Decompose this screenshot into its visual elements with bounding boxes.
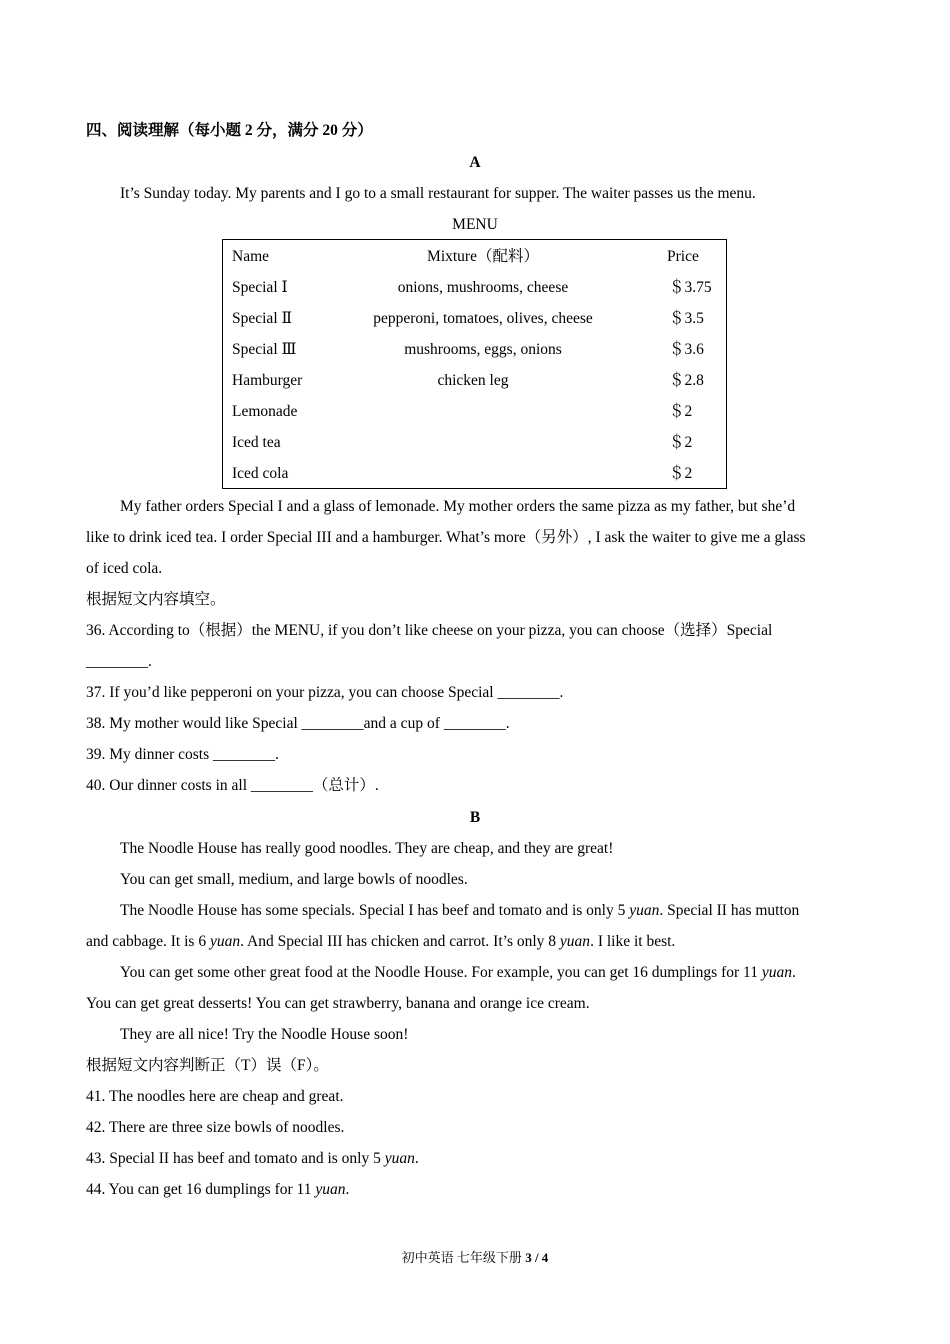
question-43 — [86, 1149, 419, 1169]
menu-row — [223, 433, 726, 453]
passage-a-heading: A — [469, 154, 481, 171]
text-run: and cabbage. It is 6 — [86, 933, 210, 950]
passage-b-paragraph: They are all nice! Try the Noodle House soon! — [120, 1026, 409, 1043]
section-title: 四、阅读理解（每小题 2 分，满分 20 分） — [86, 122, 373, 139]
menu-header-price: Price — [667, 248, 699, 265]
footer-text: 初中英语 七年级下册 — [401, 1250, 526, 1265]
text-run: You can get some other great food at the Noodle House. For example, you can get 16 dumplings for 11 — [120, 964, 762, 981]
page-footer — [0, 1247, 950, 1266]
menu-row — [223, 278, 726, 298]
menu-item-mixture: pepperoni, tomatoes, olives, cheese — [373, 310, 593, 327]
question-38: 38. My mother would like Special ________and a cup of ________. — [86, 715, 510, 732]
passage-b-paragraph: You can get small, medium, and large bowls of noodles. — [120, 871, 468, 888]
menu-item-name: Iced cola — [232, 465, 289, 482]
passage-b-heading: B — [469, 809, 481, 826]
passage-b-paragraph-line: You can get great desserts! You can get strawberry, banana and orange ice cream. — [86, 995, 590, 1012]
italic-word: yuan — [209, 933, 241, 950]
text-run: . Special II has mutton — [659, 902, 800, 919]
question-36: 36. According to（根据）the MENU, if you don’t like cheese on your pizza, you can choose（选择）Special — [86, 622, 773, 639]
italic-word: yuan — [761, 964, 792, 981]
menu-item-price: ＄3.5 — [669, 310, 704, 327]
passage-a-paragraph-line: My father orders Special I and a glass of lemonade. My mother orders the same pizza as my father, but she’d — [120, 498, 796, 515]
text-run: . — [345, 1181, 350, 1198]
text-run: . I like it best. — [590, 933, 676, 950]
menu-item-name: Special Ⅲ — [232, 341, 297, 358]
question-36-blank: ________. — [86, 653, 152, 670]
menu-item-price: ＄2 — [669, 434, 693, 451]
passage-b-paragraph-line — [86, 932, 675, 952]
menu-item-price: ＄2.8 — [669, 372, 704, 389]
menu-item-mixture: chicken leg — [437, 372, 509, 389]
passage-b-paragraph-line — [120, 963, 796, 983]
passage-a-paragraph-line: of iced cola. — [86, 560, 163, 577]
menu-row — [223, 371, 726, 391]
menu-item-name: Lemonade — [232, 403, 298, 420]
passage-b-instruction: 根据短文内容判断正（T）误（F）。 — [86, 1057, 329, 1074]
menu-item-price: ＄3.75 — [669, 279, 712, 296]
menu-item-price: ＄3.6 — [669, 341, 704, 358]
text-run: 44. You can get 16 dumplings for 11 — [86, 1181, 316, 1198]
text-run: . — [791, 964, 796, 981]
italic-word: yuan — [315, 1181, 346, 1198]
menu-row — [223, 340, 726, 360]
italic-word: yuan — [629, 902, 660, 919]
menu-row — [223, 402, 726, 422]
menu-item-mixture: onions, mushrooms, cheese — [397, 279, 569, 296]
question-37: 37. If you’d like pepperoni on your pizza, you can choose Special ________. — [86, 684, 564, 701]
text-run: 43. Special II has beef and tomato and is only 5 — [86, 1150, 385, 1167]
passage-a-paragraph-line: like to drink iced tea. I order Special III and a hamburger. What’s more（另外）, I ask the waiter to give me a glass — [86, 529, 806, 546]
menu-item-name: Hamburger — [232, 372, 303, 389]
italic-word: yuan — [559, 933, 591, 950]
italic-word: yuan — [384, 1150, 415, 1167]
text-run: . And Special III has chicken and carrot. It’s only 8 — [240, 933, 560, 950]
menu-table — [222, 239, 727, 489]
question-40: 40. Our dinner costs in all ________（总计）. — [86, 777, 379, 794]
question-39: 39. My dinner costs ________. — [86, 746, 279, 763]
menu-item-name: Special Ⅱ — [232, 310, 293, 327]
question-42: 42. There are three size bowls of noodles. — [86, 1119, 345, 1136]
question-44 — [86, 1180, 349, 1200]
menu-header-row — [223, 247, 726, 267]
menu-item-name: Special Ⅰ — [232, 279, 288, 296]
menu-row — [223, 464, 726, 484]
menu-header-mixture: Mixture（配料） — [427, 248, 539, 265]
menu-header-name: Name — [232, 248, 270, 265]
menu-row — [223, 309, 726, 329]
page-number: 3 / 4 — [525, 1250, 549, 1265]
menu-item-name: Iced tea — [232, 434, 281, 451]
passage-a-instruction: 根据短文内容填空。 — [86, 591, 226, 608]
passage-a-intro: It’s Sunday today. My parents and I go to a small restaurant for supper. The waiter passes us the menu. — [120, 185, 756, 202]
passage-b-paragraph-line — [120, 901, 799, 921]
text-run: . — [414, 1150, 419, 1167]
passage-b-paragraph: The Noodle House has really good noodles. They are cheap, and they are great! — [120, 840, 614, 857]
text-run: The Noodle House has some specials. Special I has beef and tomato and is only 5 — [120, 902, 630, 919]
menu-item-price: ＄2 — [669, 403, 693, 420]
menu-item-price: ＄2 — [669, 465, 693, 482]
menu-item-mixture: mushrooms, eggs, onions — [404, 341, 562, 358]
menu-title: MENU — [452, 216, 498, 233]
question-41: 41. The noodles here are cheap and great. — [86, 1088, 344, 1105]
